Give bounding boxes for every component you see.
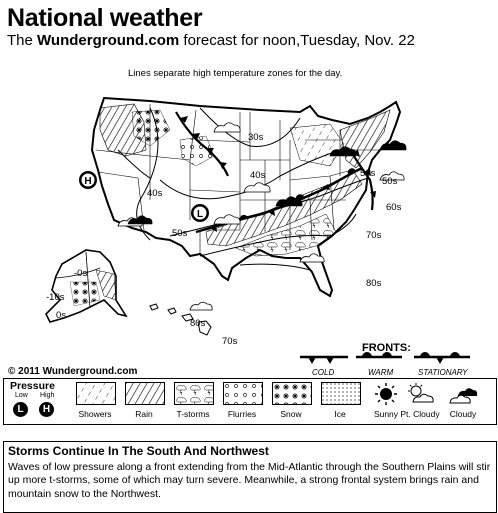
cloud-icon: [448, 382, 478, 411]
forecast-subtitle: [7, 32, 415, 49]
map-high-center: [79, 171, 97, 189]
temp-label-50s-west: 50s: [172, 228, 188, 239]
cloudy-label: Cloudy: [449, 409, 477, 419]
flurries-swatch: [223, 382, 263, 405]
rain-swatch: [125, 382, 165, 405]
sun-icon: [373, 382, 399, 411]
brand-name: Wunderground: [37, 32, 145, 49]
high-pressure-label: High: [40, 392, 55, 399]
weather-legend: [3, 378, 497, 425]
map-note: Lines separate high temperature zones for the day.: [128, 68, 343, 79]
fronts-legend-title: FRONTS:: [362, 342, 411, 354]
temp-label-40s-east: 40s: [250, 170, 266, 181]
map-low-center: [191, 204, 209, 222]
map-high-letter: H: [84, 176, 92, 187]
warm-front-label: WARM: [368, 368, 394, 377]
temp-label-hawaii-70s: 70s: [222, 336, 238, 347]
temp-label-40s-west: 40s: [147, 188, 163, 199]
stationary-front-label: STATIONARY: [418, 368, 468, 377]
copyright: © 2011 Wunderground.com: [8, 366, 138, 377]
partly-cloudy-label: Pt. Cloudy: [400, 409, 440, 419]
temp-label-60s: 60s: [386, 202, 402, 213]
pressure-legend-title: Pressure: [10, 380, 55, 392]
temp-label-30s: 30s: [248, 132, 264, 143]
story-box: [3, 441, 497, 513]
low-pressure-label: Low: [15, 392, 28, 399]
partly-cloudy-icon: [405, 382, 435, 411]
subtitle-prefix: The: [7, 32, 38, 49]
forecast-date: forecast for noon,Tuesday, Nov. 22: [179, 32, 415, 49]
ice-swatch: [321, 382, 361, 405]
temp-label-hawaii-80s: 80s: [190, 318, 206, 329]
sunny-label: Sunny: [373, 409, 399, 419]
story-headline: Storms Continue In The South And Northwest: [8, 444, 269, 458]
flurries-label: Flurries: [227, 409, 257, 419]
temp-label-50s-east: 50s: [382, 176, 398, 187]
showers-label: Showers: [78, 409, 112, 419]
temp-label-alaska-0s-south: 0s: [56, 310, 67, 321]
brand-domain: .com: [144, 32, 180, 49]
high-pressure-icon: H: [39, 402, 54, 417]
temp-label-70s: 70s: [366, 230, 382, 241]
ice-label: Ice: [334, 409, 346, 419]
low-pressure-icon: L: [13, 402, 28, 417]
snow-swatch: [272, 382, 312, 405]
page-title: National weather: [7, 4, 203, 32]
rain-label: Rain: [135, 409, 153, 419]
snow-label: Snow: [280, 409, 302, 419]
temp-label-alaska-0s: -0s: [74, 268, 88, 279]
temp-label-80s: 80s: [366, 278, 382, 289]
tstorm-label: T-storms: [176, 409, 210, 419]
temp-label-50s-northeast: 50s: [360, 168, 376, 179]
story-body: Waves of low pressure along a front extending from the Mid-Atlantic through the Southern Plains will stir up more t-storms, some of which may turn severe. Meanwhile, a strong frontal system brings rain and mountain snow to the Northwest.: [8, 461, 491, 500]
map-low-letter: L: [196, 209, 204, 220]
cold-front-label: COLD: [312, 368, 335, 377]
showers-swatch: [76, 382, 116, 405]
tstorm-swatch: [174, 382, 214, 405]
temp-label-alaska-10s: -10s: [46, 292, 65, 303]
weather-map: [0, 84, 498, 364]
